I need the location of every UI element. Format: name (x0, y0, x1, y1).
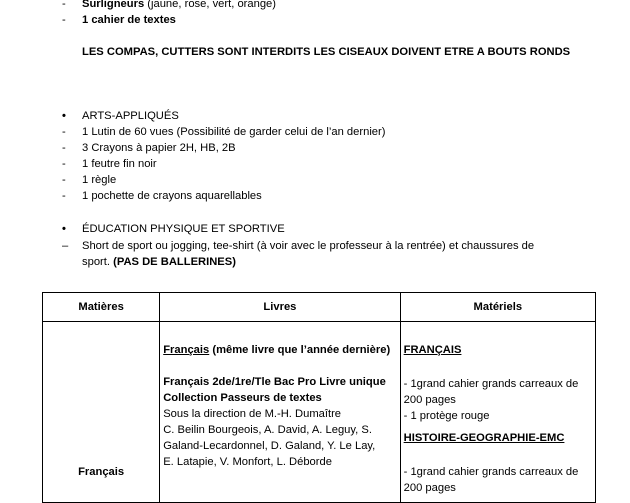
book-authors: C. Beilin Bourgeois, A. David, A. Leguy, S. Galand-Lecardonnel, D. Galand, Y. Le Lay, (163, 424, 376, 452)
item-text: 1 Lutin de 60 vues (Possibilité de garder celui de l’an dernier) (82, 126, 386, 138)
header-matieres: Matières (43, 293, 160, 322)
book-title-rest: (même livre que l’année dernière) (209, 344, 391, 356)
header-livres: Livres (160, 293, 400, 322)
item-label: (jaune, rose, vert, orange) (144, 0, 277, 10)
item-text-bold: (PAS DE BALLERINES) (113, 256, 236, 268)
section-heading-eps (62, 221, 285, 237)
warning-text: LES COMPAS, CUTTERS SONT INTERDITS LES CISEAUX DOIVENT ETRE A BOUTS RONDS (82, 46, 571, 58)
list-marker: - (62, 14, 66, 26)
section-title: ÉDUCATION PHYSIQUE ET SPORTIVE (82, 223, 285, 235)
materials-item: - 1grand cahier grands carreaux de 200 pages (403, 466, 579, 494)
section-title: ARTS-APPLIQUÉS (82, 110, 179, 122)
list-marker: - (62, 142, 66, 154)
section-heading-arts (62, 108, 179, 124)
bullet-marker: • (62, 110, 66, 122)
materials-heading: FRANÇAIS (403, 344, 462, 356)
list-marker: - (62, 126, 66, 138)
item-text: 3 Crayons à papier 2H, HB, 2B (82, 142, 236, 154)
materials-item: - 1 protège rouge (403, 410, 490, 422)
list-marker: - (62, 190, 66, 202)
item-text: 1 règle (82, 174, 117, 186)
list-marker: - (62, 158, 66, 170)
materials-cell (400, 322, 595, 503)
book-title-underlined: Français (163, 344, 210, 356)
item-text: Short de sport ou jogging, tee-shirt (à voir avec le professeur à la rentrée) et chaussures de sport. (82, 240, 535, 268)
list-marker: - (62, 174, 66, 186)
list-marker: - (62, 0, 66, 10)
book-collection: Collection Passeurs de textes (163, 392, 322, 404)
list-marker: – (62, 240, 69, 252)
subject-label: Français (78, 466, 125, 478)
item-text: 1 feutre fin noir (82, 158, 157, 170)
header-materiels: Matériels (400, 293, 595, 322)
item-text: 1 pochette de crayons aquarellables (82, 190, 262, 202)
book-title: Français 2de/1re/Tle Bac Pro Livre unique (163, 376, 386, 388)
bullet-marker: • (62, 223, 66, 235)
item-label-bold: Surligneurs (82, 0, 145, 10)
materials-heading: HISTOIRE-GEOGRAPHIE-EMC (403, 432, 565, 444)
materials-table (42, 292, 596, 503)
table-header-row (43, 293, 596, 322)
table-row (43, 322, 596, 503)
book-authors-cut: E. Latapie, V. Monfort, L. Déborde (163, 456, 332, 468)
book-direction: Sous la direction de M.-H. Dumaître (163, 408, 342, 420)
item-label-bold: 1 cahier de textes (82, 14, 176, 26)
materials-item: - 1grand cahier grands carreaux de 200 pages (403, 378, 579, 406)
list-item (62, 238, 562, 270)
books-cell (160, 322, 400, 503)
subject-cell (43, 322, 160, 503)
